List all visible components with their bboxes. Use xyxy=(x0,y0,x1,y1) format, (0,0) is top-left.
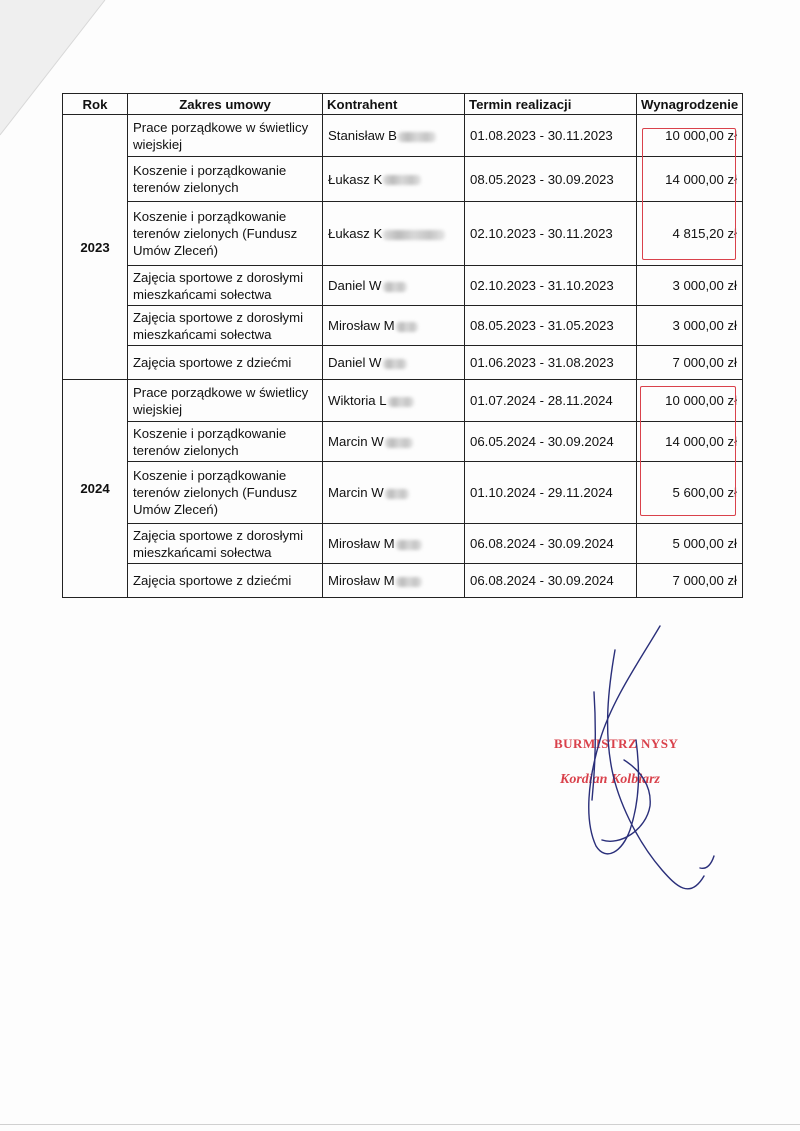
redacted-surname xyxy=(383,282,407,292)
scope-cell: Koszenie i porządkowanie terenów zielonych (Fundusz Umów Zleceń) xyxy=(128,202,323,266)
redacted-surname xyxy=(383,230,445,240)
scope-cell: Koszenie i porządkowanie terenów zielonych xyxy=(128,422,323,462)
table-row xyxy=(63,266,743,306)
header-pay: Wynagrodzenie xyxy=(637,94,743,115)
scope-cell: Zajęcia sportowe z dorosłymi mieszkańcami sołectwa xyxy=(128,306,323,346)
header-contractor: Kontrahent xyxy=(323,94,465,115)
scope-cell: Zajęcia sportowe z dziećmi xyxy=(128,346,323,380)
pay-cell: 5 000,00 zł xyxy=(637,524,743,564)
contracts-table xyxy=(62,93,743,598)
table-row xyxy=(63,202,743,266)
period-cell: 08.05.2023 - 31.05.2023 xyxy=(465,306,637,346)
redacted-surname xyxy=(398,132,436,142)
table-row xyxy=(63,346,743,380)
period-cell: 02.10.2023 - 30.11.2023 xyxy=(465,202,637,266)
page-bottom-edge xyxy=(0,1124,800,1125)
scope-cell: Prace porządkowe w świetlicy wiejskiej xyxy=(128,380,323,422)
table-header-row xyxy=(63,94,743,115)
contractor-cell: Łukasz K xyxy=(323,202,465,266)
highlight-box-2023 xyxy=(642,128,736,260)
table-row xyxy=(63,306,743,346)
period-cell: 06.08.2024 - 30.09.2024 xyxy=(465,564,637,598)
table-row xyxy=(63,564,743,598)
period-cell: 06.08.2024 - 30.09.2024 xyxy=(465,524,637,564)
table-row xyxy=(63,157,743,202)
redacted-surname xyxy=(396,577,422,587)
pay-cell: 3 000,00 zł xyxy=(637,306,743,346)
period-cell: 06.05.2024 - 30.09.2024 xyxy=(465,422,637,462)
year-cell-2023: 2023 xyxy=(63,115,128,380)
stamp-name: Kordian Kolbiarz xyxy=(560,772,660,787)
pay-cell: 10 000,00 zł xyxy=(637,380,743,422)
contractor-cell: Marcin W xyxy=(323,422,465,462)
header-period: Termin realizacji xyxy=(465,94,637,115)
redacted-surname xyxy=(383,359,407,369)
redacted-surname xyxy=(388,397,414,407)
contractor-cell: Mirosław M xyxy=(323,524,465,564)
scope-cell: Koszenie i porządkowanie terenów zielonych xyxy=(128,157,323,202)
scope-cell: Zajęcia sportowe z dorosłymi mieszkańcami sołectwa xyxy=(128,266,323,306)
scope-cell: Prace porządkowe w świetlicy wiejskiej xyxy=(128,115,323,157)
stamp-title: BURMISTRZ NYSY xyxy=(554,736,679,751)
header-scope: Zakres umowy xyxy=(128,94,323,115)
period-cell: 01.10.2024 - 29.11.2024 xyxy=(465,462,637,524)
contractor-cell: Mirosław M xyxy=(323,306,465,346)
redacted-surname xyxy=(385,438,413,448)
contractor-cell: Stanisław B xyxy=(323,115,465,157)
contractor-cell: Marcin W xyxy=(323,462,465,524)
contractor-cell: Daniel W xyxy=(323,266,465,306)
table-row xyxy=(63,115,743,157)
pay-cell: 14 000,00 zł xyxy=(637,422,743,462)
period-cell: 01.06.2023 - 31.08.2023 xyxy=(465,346,637,380)
contractor-cell: Daniel W xyxy=(323,346,465,380)
pay-cell: 4 815,20 zł xyxy=(637,202,743,266)
year-cell-2024: 2024 xyxy=(63,380,128,598)
pay-cell: 3 000,00 zł xyxy=(637,266,743,306)
period-cell: 01.08.2023 - 30.11.2023 xyxy=(465,115,637,157)
contractor-cell: Wiktoria L xyxy=(323,380,465,422)
redacted-surname xyxy=(385,489,409,499)
scope-cell: Zajęcia sportowe z dorosłymi mieszkańcami sołectwa xyxy=(128,524,323,564)
period-cell: 02.10.2023 - 31.10.2023 xyxy=(465,266,637,306)
period-cell: 08.05.2023 - 30.09.2023 xyxy=(465,157,637,202)
pay-cell: 5 600,00 zł xyxy=(637,462,743,524)
redacted-surname xyxy=(396,540,422,550)
contractor-cell: Łukasz K xyxy=(323,157,465,202)
scope-cell: Koszenie i porządkowanie terenów zielonych (Fundusz Umów Zleceń) xyxy=(128,462,323,524)
redacted-surname xyxy=(383,175,421,185)
period-cell: 01.07.2024 - 28.11.2024 xyxy=(465,380,637,422)
table-row xyxy=(63,524,743,564)
highlight-box-2024 xyxy=(640,386,736,516)
pay-cell: 10 000,00 zł xyxy=(637,115,743,157)
pay-cell: 14 000,00 zł xyxy=(637,157,743,202)
pay-cell: 7 000,00 zł xyxy=(637,346,743,380)
scope-cell: Zajęcia sportowe z dziećmi xyxy=(128,564,323,598)
contractor-cell: Mirosław M xyxy=(323,564,465,598)
header-year: Rok xyxy=(63,94,128,115)
pay-cell: 7 000,00 zł xyxy=(637,564,743,598)
redacted-surname xyxy=(396,322,418,332)
